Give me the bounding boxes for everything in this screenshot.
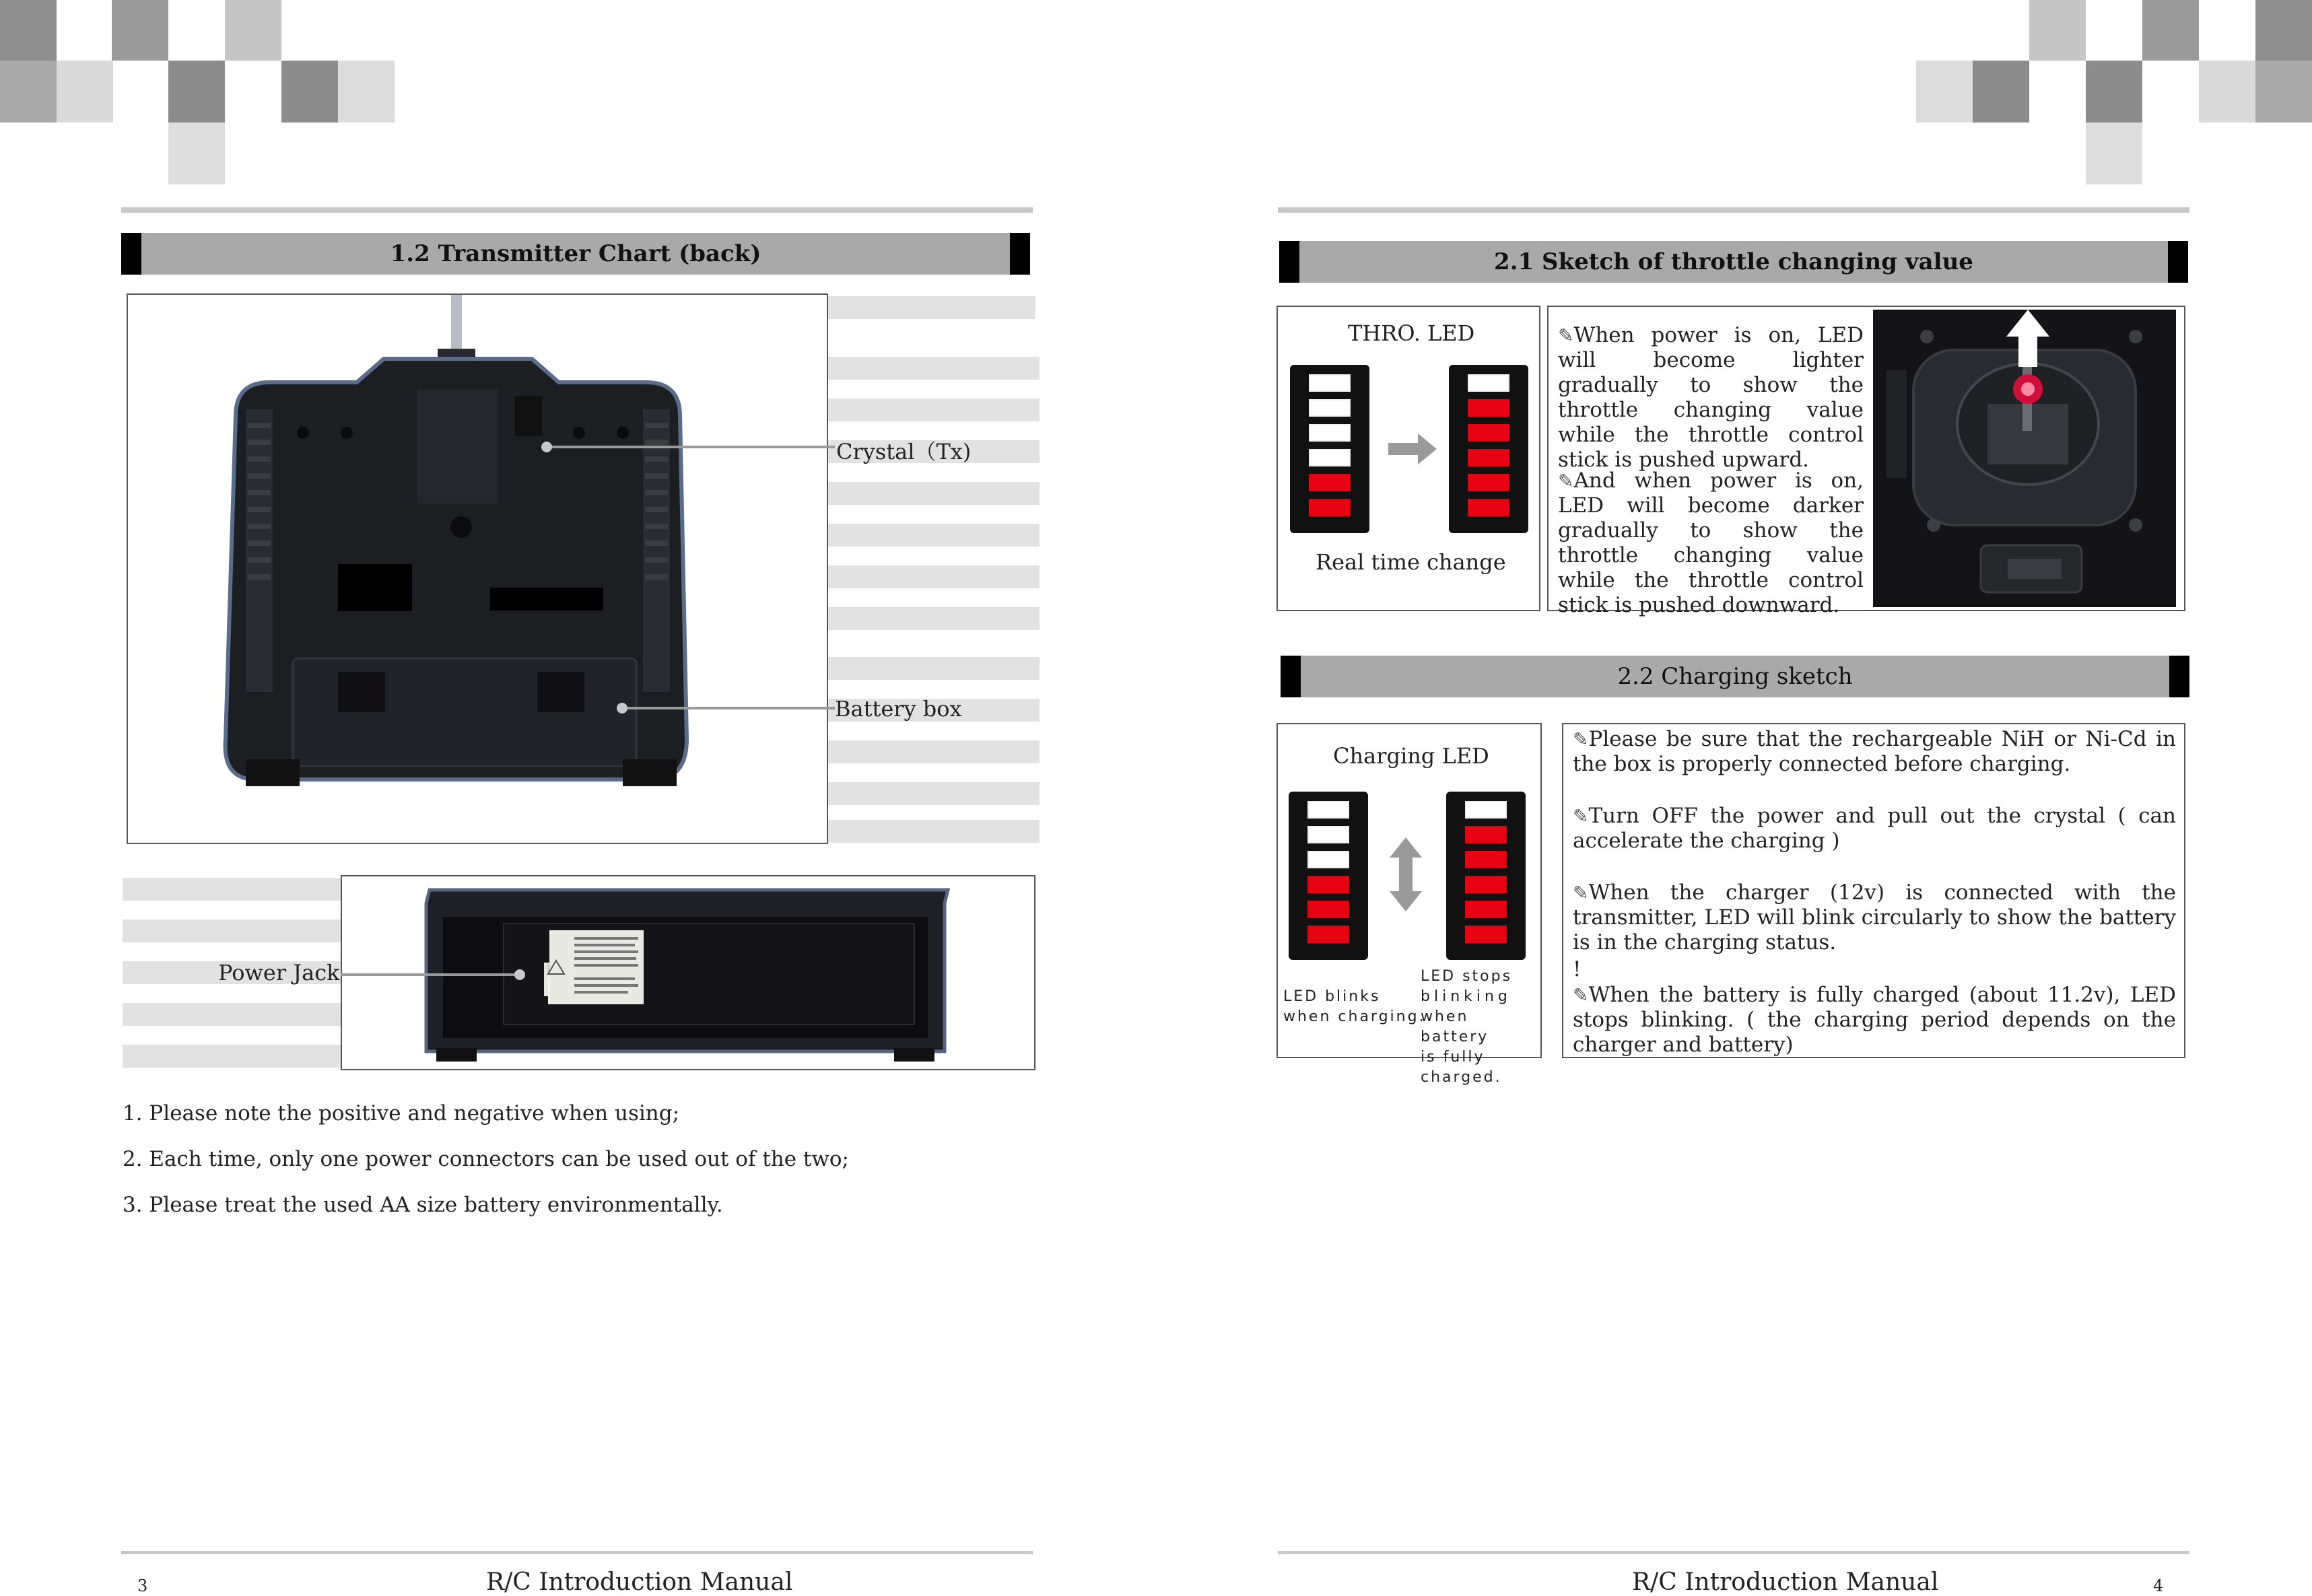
pencil-icon: ✎ [1573, 882, 1589, 904]
charging-paragraph-2: ✎Turn OFF the power and pull out the crystal ( can accelerate the charging ) [1573, 804, 2176, 853]
throttle-paragraph-1: ✎When power is on, LED will become lighter gradually to show the throttle changing value while the throttle control stick is pushed upward. [1558, 323, 1864, 472]
led-panel-charging [1289, 792, 1368, 960]
pencil-icon: ✎ [1573, 728, 1589, 751]
power-jack-leader-line [341, 973, 520, 976]
charging-paragraph-4: ✎When the battery is fully charged (about 11.2v), LED stops blinking. ( the charging period depends on the charger and battery) [1573, 983, 2176, 1057]
battery-box-leader-line [622, 707, 835, 709]
section-title: 1.2 Transmitter Chart (back) [390, 240, 761, 267]
battery-box-leader-dot [617, 703, 627, 714]
battery-box-label: Battery box [835, 696, 962, 722]
charging-led-label: Charging LED [1333, 743, 1489, 769]
transmitter-back-photo [127, 293, 828, 844]
footer-title-left: R/C Introduction Manual [486, 1568, 793, 1596]
crystal-leader-dot [541, 442, 552, 452]
led-panel-before [1290, 365, 1369, 533]
led-panel-charged [1446, 792, 1526, 960]
note-3: 3. Please treat the used AA size battery environmentally. [123, 1193, 723, 1217]
section-header-2-1 [1279, 241, 2188, 283]
charging-description-box [1562, 723, 2185, 1058]
real-time-change-caption: Real time change [1316, 549, 1506, 575]
power-jack-leader-dot [514, 969, 525, 980]
pencil-icon: ✎ [1573, 805, 1589, 827]
led-panel-after [1449, 365, 1528, 533]
note-1: 1. Please note the positive and negative when using; [123, 1101, 680, 1125]
page-number-left: 3 [137, 1576, 148, 1595]
led-blinks-caption: LED blinks when charging. [1283, 988, 1426, 1025]
pencil-icon: ✎ [1558, 324, 1574, 347]
power-jack-label: Power Jack [218, 960, 340, 985]
battery-compartment-photo [341, 875, 1035, 1070]
top-rule-right [1278, 207, 2189, 213]
note-2: 2. Each time, only one power connectors can be used out of the two; [123, 1147, 849, 1171]
arrow-updown-icon [1388, 837, 1423, 911]
led-stops-caption: LED stops blinking when battery is fully charged. [1421, 968, 1513, 1086]
throttle-stick-photo [1873, 310, 2176, 607]
charging-exclamation: ! [1573, 957, 1582, 981]
pencil-icon: ✎ [1558, 470, 1574, 492]
section-header-1-2 [121, 233, 1030, 275]
throttle-paragraph-2: ✎And when power is on, LED will become darker gradually to show the throttle changing value while the throttle control stick is pushed downward. [1558, 469, 1864, 617]
charging-paragraph-1: ✎Please be sure that the rechargeable NiH or Ni-Cd in the box is properly connected before charging. [1573, 727, 2176, 776]
crystal-label: Crystal（Tx) [836, 439, 972, 464]
throttle-led-box [1277, 306, 1540, 611]
charging-led-box [1277, 723, 1542, 1086]
charging-paragraph-3: ✎When the charger (12v) is connected with the transmitter, LED will blink circularly to show the battery is in the charging status. [1573, 880, 2176, 955]
crystal-leader-line [547, 446, 835, 448]
footer-rule-left [121, 1551, 1033, 1554]
section-title: 2.1 Sketch of throttle changing value [1494, 248, 1973, 275]
section-title: 2.2 Charging sketch [1617, 663, 1853, 690]
footer-title-right: R/C Introduction Manual [1632, 1568, 1939, 1596]
pencil-icon: ✎ [1573, 984, 1589, 1006]
throttle-description-box [1547, 306, 2185, 617]
top-rule-left [121, 207, 1033, 213]
arrow-right-icon [1388, 432, 1442, 466]
page-number-right: 4 [2153, 1576, 2164, 1595]
section-header-2-2 [1281, 656, 2189, 697]
footer-rule-right [1278, 1551, 2189, 1554]
throttle-led-label: THRO. LED [1348, 320, 1475, 346]
